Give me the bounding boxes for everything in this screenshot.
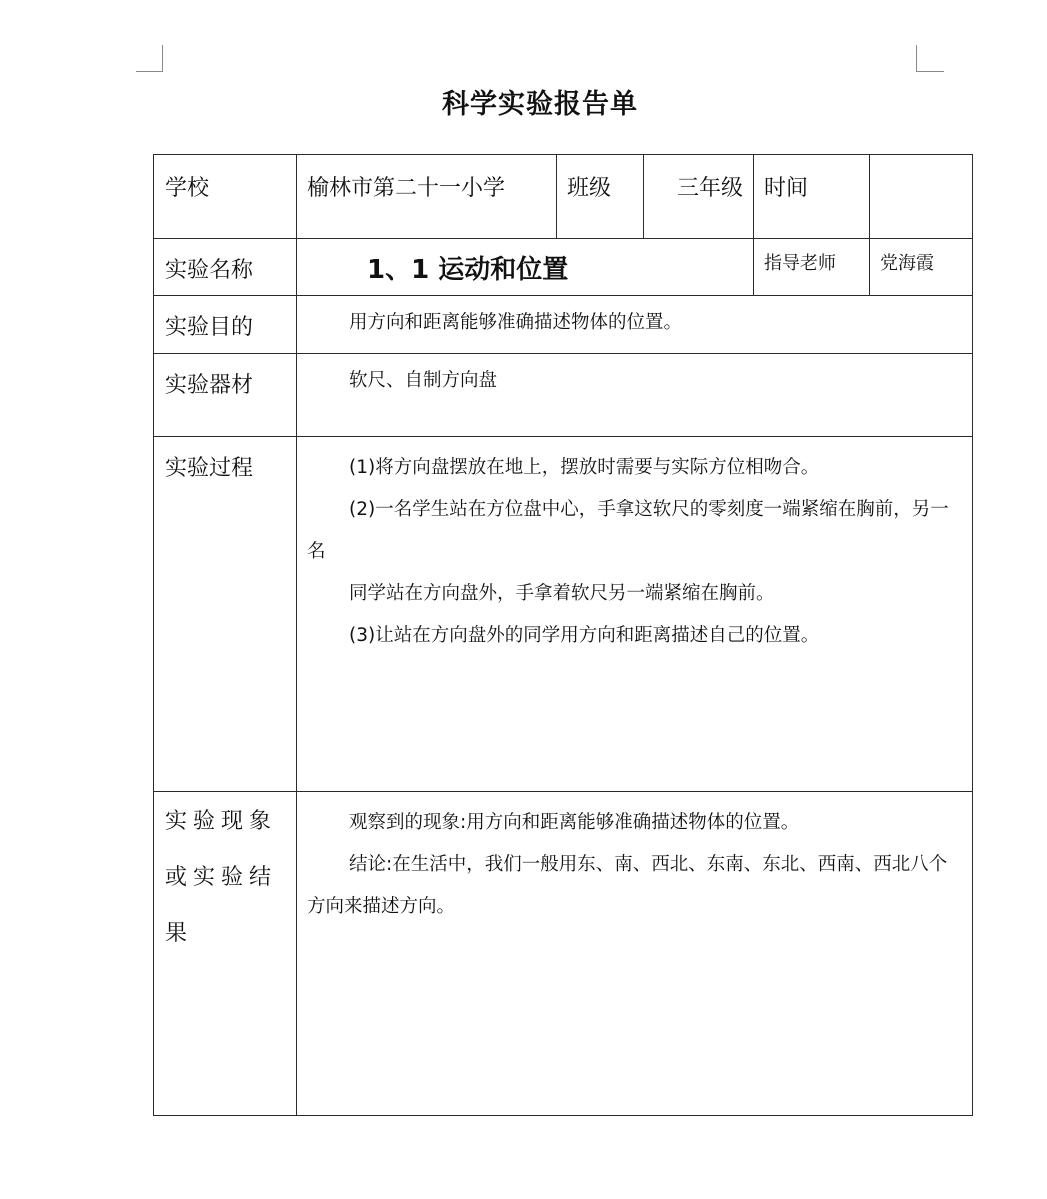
report-title: 科学实验报告单 — [442, 89, 638, 120]
process-step: (3)让站在方向盘外的同学用方向和距离描述自己的位置。 — [349, 625, 820, 646]
teacher-value: 党海霞 — [870, 239, 973, 296]
crop-mark-top-left — [136, 45, 163, 72]
process-step: (1)将方向盘摆放在地上，摆放时需要与实际方位相吻合。 — [349, 457, 820, 478]
class-label: 班级 — [557, 155, 644, 239]
exp-name-row — [154, 239, 973, 296]
crop-mark-top-right — [916, 45, 944, 72]
school-row — [154, 155, 973, 239]
time-label: 时间 — [754, 155, 870, 239]
result-observation: 观察到的现象:用方向和距离能够准确描述物体的位置。 — [349, 812, 800, 833]
purpose-text: 用方向和距离能够准确描述物体的位置。 — [349, 312, 683, 333]
purpose-label: 实验目的 — [154, 296, 297, 354]
process-step: (2)一名学生站在方位盘中心，手拿这软尺的零刻度一端紧缩在胸前，另一名 — [307, 499, 949, 562]
purpose-value — [297, 296, 973, 354]
process-label: 实验过程 — [154, 437, 297, 792]
materials-row — [154, 354, 973, 437]
report-table — [153, 154, 973, 1116]
class-value: 三年级 — [644, 155, 754, 239]
result-conclusion: 结论:在生活中，我们一般用东、南、西北、东南、东北、西南、西北八个方向来描述方向。 — [307, 854, 948, 917]
result-content — [297, 792, 973, 1116]
process-step: 同学站在方向盘外，手拿着软尺另一端紧缩在胸前。 — [349, 583, 775, 604]
process-content — [297, 437, 973, 792]
school-label: 学校 — [154, 155, 297, 239]
materials-label: 实验器材 — [154, 354, 297, 437]
process-row — [154, 437, 973, 792]
result-row — [154, 792, 973, 1116]
exp-name-label: 实验名称 — [154, 239, 297, 296]
teacher-label: 指导老师 — [754, 239, 870, 296]
exp-name-value: 1、1 运动和位置 — [297, 239, 754, 296]
school-value: 榆林市第二十一小学 — [297, 155, 557, 239]
time-value — [870, 155, 973, 239]
materials-value — [297, 354, 973, 437]
result-label: 实验现象或实验结果 — [154, 792, 297, 1116]
purpose-row — [154, 296, 973, 354]
materials-text: 软尺、自制方向盘 — [349, 370, 498, 391]
